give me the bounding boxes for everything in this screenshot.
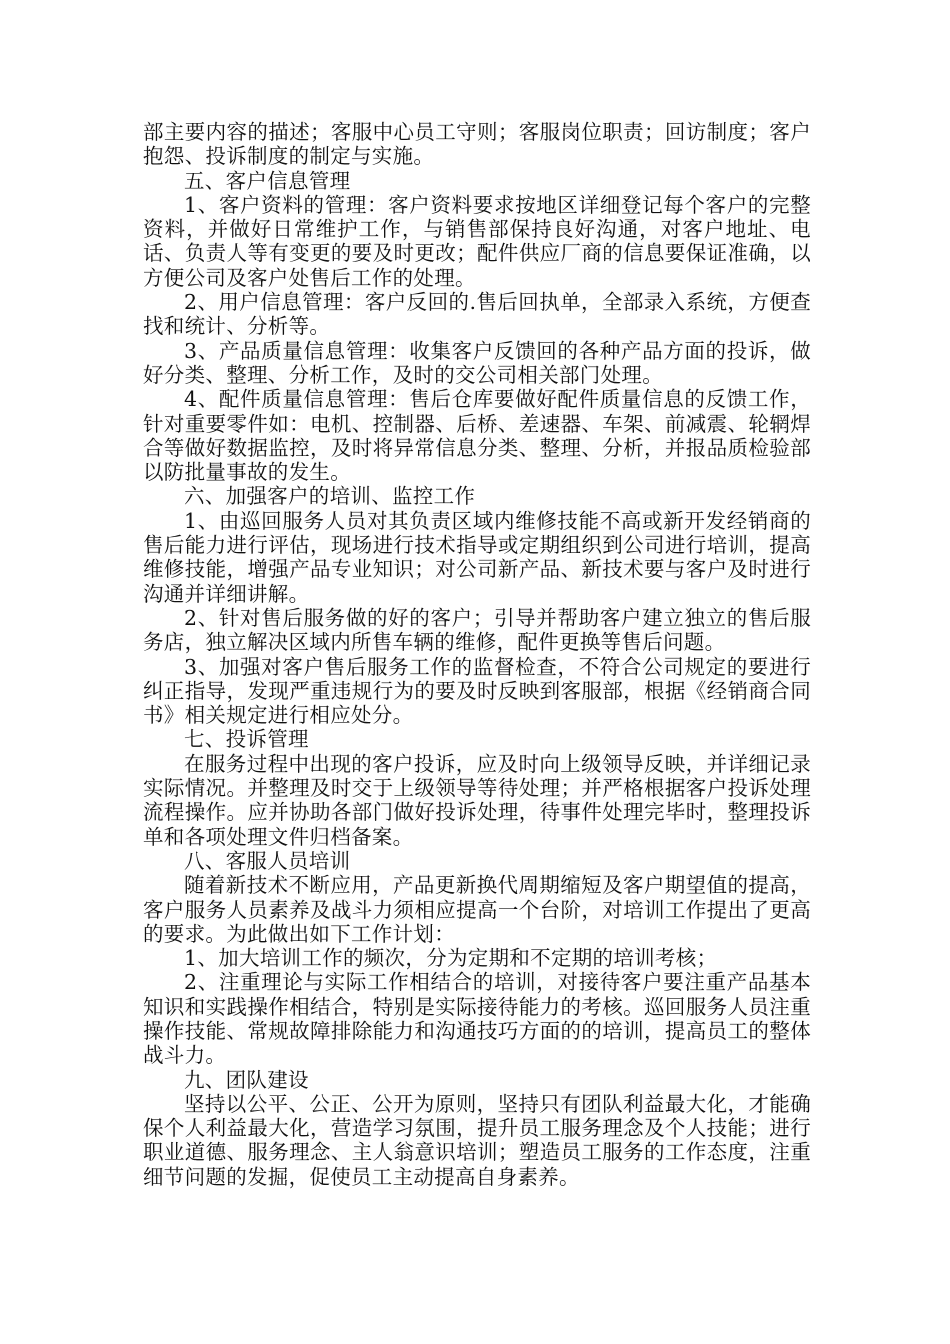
- section-heading-9: 九、团队建设: [184, 1067, 309, 1092]
- paragraph-7-1: 在服务过程中出现的客户投诉，应及时向上级领导反映，并详细记录实际情况。并整理及时交于上级领导等待处理；并严格根据客户投诉处理流程操作。应并协助各部门做好投诉处理，待事件处理完毕时，整理投诉单和各项处理文件归档备案。: [143, 751, 811, 849]
- section-heading-8: 八、客服人员培训: [184, 848, 351, 873]
- paragraph-6-1: 1、由巡回服务人员对其负责区域内维修技能不高或新开发经销商的售后能力进行评估，现场进行技术指导或定期组织到公司进行培训，提高维修技能，增强产品专业知识；对公司新产品、新技术要与客户及时进行沟通并详细讲解。: [143, 508, 811, 606]
- document-page: [143, 120, 811, 1189]
- section-heading-5: 五、客户信息管理: [184, 168, 351, 193]
- paragraph-8-intro: 随着新技术不断应用，产品更新换代周期缩短及客户期望值的提高，客户服务人员素养及战斗力须相应提高一个台阶，对培训工作提出了更高的要求。为此做出如下工作计划：: [143, 873, 811, 946]
- section-heading-7: 七、投诉管理: [184, 727, 309, 752]
- paragraph-6-2: 2、针对售后服务做的好的客户；引导并帮助客户建立独立的售后服务店，独立解决区域内所售车辆的维修，配件更换等售后问题。: [143, 605, 811, 655]
- paragraph-intro: 部主要内容的描述；客服中心员工守则；客服岗位职责；回访制度；客户抱怨、投诉制度的制定与实施。: [143, 120, 811, 169]
- paragraph-8-2: 2、注重理论与实际工作相结合的培训，对接待客户要注重产品基本知识和实践操作相结合，特别是实际接待能力的考核。巡回服务人员注重操作技能、常规故障排除能力和沟通技巧方面的的培训，提高员工的整体战斗力。: [143, 970, 811, 1068]
- paragraph-8-1: 1、加大培训工作的频次，分为定期和不定期的培训考核；: [184, 946, 718, 971]
- section-heading-6: 六、加强客户的培训、监控工作: [184, 484, 476, 509]
- paragraph-5-3: 3、产品质量信息管理：收集客户反馈回的各种产品方面的投诉，做好分类、整理、分析工作，及时的交公司相关部门处理。: [143, 338, 811, 387]
- paragraph-9-1: 坚持以公平、公正、公开为原则，坚持只有团队利益最大化，才能确保个人利益最大化，营造学习氛围，提升员工服务理念及个人技能；进行职业道德、服务理念、主人翁意识培训；塑造员工服务的工作态度，注重细节问题的发掘，促使员工主动提高自身素养。: [143, 1091, 811, 1189]
- paragraph-5-4: 4、配件质量信息管理：售后仓库要做好配件质量信息的反馈工作，针对重要零件如：电机、控制器、后桥、差速器、车架、前减震、轮辋焊合等做好数据监控，及时将异常信息分类、整理、分析，并报品质检验部以防批量事故的发生。: [143, 387, 811, 485]
- paragraph-5-2: 2、用户信息管理：客户反回的.售后回执单，全部录入系统，方便查找和统计、分析等。: [143, 290, 811, 339]
- paragraph-5-1: 1、客户资料的管理：客户资料要求按地区详细登记每个客户的完整资料，并做好日常维护工作，与销售部保持良好沟通，对客户地址、电话、负责人等有变更的要及时更改；配件供应厂商的信息要保证准确，以方便公司及客户处售后工作的处理。: [143, 192, 811, 290]
- paragraph-6-3: 3、加强对客户售后服务工作的监督检查，不符合公司规定的要进行纠正指导，发现严重违规行为的要及时反映到客服部，根据《经销商合同书》相关规定进行相应处分。: [143, 654, 811, 728]
